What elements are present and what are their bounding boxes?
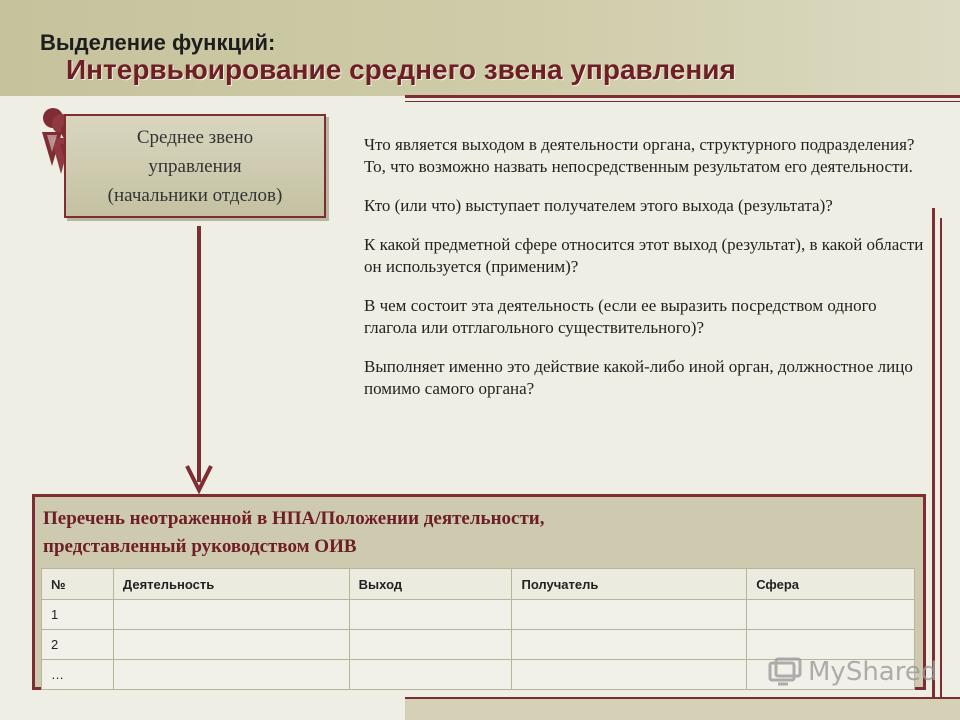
mid-box-line3: (начальники отделов): [107, 184, 283, 206]
question-1: Что является выходом в деятельности органа, структурного подразделения? То, что возможно назвать непосредственным результатом его деятельности.: [364, 135, 915, 176]
cell-output: [349, 660, 512, 690]
table-header-row: [42, 569, 915, 600]
header-divider-thin: [405, 101, 960, 102]
panel-title: [43, 505, 913, 561]
cell-activity: [113, 660, 349, 690]
col-header-sphere: Сфера: [747, 569, 915, 600]
cell-number: …: [42, 660, 114, 690]
cell-output: [349, 630, 512, 660]
watermark-text: MyShared: [808, 657, 938, 687]
arrow-down-icon: [184, 226, 214, 494]
cell-output: [349, 600, 512, 630]
header-divider: [405, 95, 960, 98]
mid-box-line2: управления: [148, 155, 242, 177]
cell-activity: [113, 630, 349, 660]
cell-recipient: [512, 630, 747, 660]
cell-recipient: [512, 660, 747, 690]
myshared-watermark: [768, 656, 937, 688]
cell-recipient: [512, 600, 747, 630]
question-4: В чем состоит эта деятельность (если ее выразить посредством одного глагола или отглагольного существительного)?: [364, 296, 877, 337]
table-row: [42, 630, 915, 660]
question-2: Кто (или что) выступает получателем этого выхода (результата)?: [364, 196, 833, 215]
right-bar-outer: [932, 208, 935, 720]
table-row: [42, 600, 915, 630]
question-3: К какой предметной сфере относится этот выход (результат), в какой области он используется (применим)?: [364, 235, 924, 276]
cell-sphere: [747, 600, 915, 630]
col-header-number: №: [42, 569, 114, 600]
mid-box-line1: Среднее звено: [136, 126, 254, 148]
cell-activity: [113, 600, 349, 630]
middle-management-box: [64, 114, 326, 218]
question-5: Выполняет именно это действие какой-либо иной орган, должностное лицо помимо самого органа?: [364, 357, 913, 398]
col-header-output: Выход: [349, 569, 512, 600]
footer-divider: [405, 697, 960, 699]
panel-title-line1: Перечень неотраженной в НПА/Положении деятельности,: [43, 508, 545, 529]
col-header-activity: Деятельность: [113, 569, 349, 600]
myshared-logo: [768, 657, 802, 687]
slide-subtitle: Выделение функций:: [40, 30, 276, 55]
footer-band: [405, 697, 960, 720]
interview-questions: [364, 134, 924, 417]
cell-sphere: [747, 630, 915, 660]
cell-number: 2: [42, 630, 114, 660]
slide-title: Интервьюирование среднего звена управления: [66, 54, 736, 85]
panel-title-line2: представленный руководством ОИВ: [43, 536, 357, 557]
cell-number: 1: [42, 600, 114, 630]
col-header-recipient: Получатель: [512, 569, 747, 600]
right-bar-inner: [940, 218, 942, 720]
